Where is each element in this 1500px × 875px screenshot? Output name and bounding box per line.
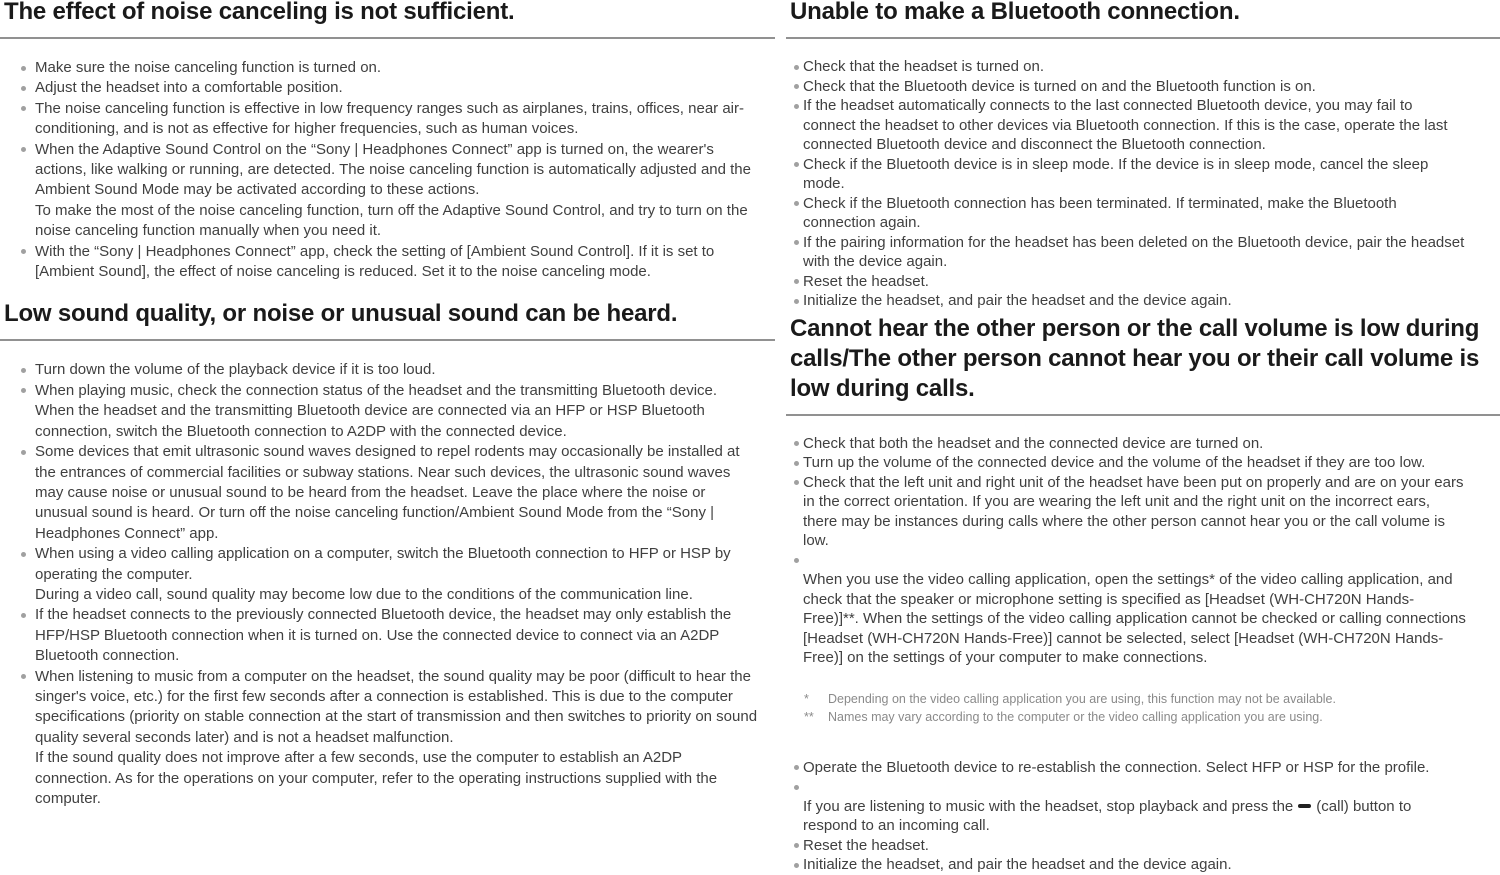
- section-title: Unable to make a Bluetooth connection.: [790, 0, 1240, 25]
- bullet-list: [786, 416, 1500, 875]
- list-item: If the headset automatically connects to the last connected Bluetooth device, you may fail to connect the headset to other devices via Bluetooth connection. If this is the case, operate the last connected Bluetooth device and disconnect the Bluetooth connection.: [803, 96, 1466, 155]
- footnote-marker: *: [804, 692, 809, 706]
- column-left: [0, 0, 775, 809]
- list-item: Check that both the headset and the connected device are turned on.: [803, 434, 1466, 454]
- list-item: Reset the headset.: [803, 836, 1466, 856]
- list-item: Initialize the headset, and pair the headset and the device again.: [803, 855, 1466, 875]
- list-item: Initialize the headset, and pair the headset and the device again.: [803, 291, 1466, 311]
- bullet-text: When you use the video calling application, open the settings* of the video calling application, and check that the speaker or microphone setting is specified as [Headset (WH-CH720N Hands-Free)]**. When the settings of the video calling application cannot be checked or calling connections [Headset (WH-CH720N Hands-Free)] cannot be selected, select [Headset (WH-CH720N Hands-Free)] on the settings of your computer to make connections.: [803, 571, 1466, 666]
- column-right: [786, 0, 1500, 875]
- list-item: Make sure the noise canceling function is turned on.: [35, 58, 760, 78]
- list-item: [803, 777, 1466, 836]
- list-item: [803, 551, 1466, 758]
- list-item: Some devices that emit ultrasonic sound waves designed to repel rodents may occasionally be installed at the entrances of commercial facilities or subway stations. Near such devices, the ultrasonic sound waves may cause noise or unusual sound to be heard from the headset. Leave the place where the noise or unusual sound is heard. Or turn off the noise canceling function/Ambient Sound Mode from the “Sony | Headphones Connect” app.: [35, 442, 760, 544]
- footnote: [803, 690, 1466, 708]
- list-item: Check that the left unit and right unit of the headset have been put on properly and are on your ears in the correct orientation. If you are wearing the left unit and the right unit on the incorrect ears, there may be instances during calls where the other person cannot hear you or the call volume is low.: [803, 473, 1466, 551]
- list-item: If the headset connects to the previously connected Bluetooth device, the headset may only establish the HFP/HSP Bluetooth connection when it is turned on. Use the connected device to connect via an A2DP Bluetooth connection.: [35, 605, 760, 666]
- footnote-marker: **: [804, 710, 814, 724]
- bullet-list: [0, 39, 775, 282]
- list-item: Check if the Bluetooth device is in sleep mode. If the device is in sleep mode, cancel the sleep mode.: [803, 155, 1466, 194]
- bullet-text: If you are listening to music with the headset, stop playback and press the: [803, 797, 1294, 815]
- list-item: When playing music, check the connection status of the headset and the transmitting Bluetooth device. When the headset and the transmitting Bluetooth device are connected via an HFP or HSP Bluetooth connection, switch the Bluetooth connection to A2DP with the connected device.: [35, 381, 760, 442]
- bullet-list: [0, 341, 775, 809]
- footnote: [803, 708, 1466, 726]
- footnote-text: Names may vary according to the computer or the video calling application you are using.: [828, 710, 1323, 724]
- bullet-text: (call) button to respond to an incoming call.: [803, 797, 1412, 834]
- list-item: If the pairing information for the headset has been deleted on the Bluetooth device, pair the headset with the device again.: [803, 233, 1465, 270]
- list-item: When listening to music from a computer on the headset, the sound quality may be poor (difficult to hear the singer's voice, etc.) for the first few seconds after a connection is established. This is due to the computer specifications (priority on stable connection at the start of transmission and then switches to priority on sound quality several seconds later) and is not a headset malfunction. If the sound quality does not improve after a few seconds, use the computer to establish an A2DP connection. As for the operations on your computer, refer to the operating instructions supplied with the computer.: [35, 667, 760, 810]
- section-call-volume: [786, 314, 1500, 875]
- list-item: Turn up the volume of the connected device and the volume of the headset if they are too low.: [803, 453, 1466, 473]
- list-item: When the Adaptive Sound Control on the “Sony | Headphones Connect” app is turned on, the wearer's actions, like walking or running, are detected. The noise canceling function is automatically adjusted and the Ambient Sound Mode may be activated according to these actions. To make the most of the noise canceling function, turn off the Adaptive Sound Control, and try to turn on the noise canceling function manually when you need it.: [35, 140, 760, 242]
- list-item: Check that the Bluetooth device is turned on and the Bluetooth function is on.: [803, 77, 1466, 97]
- list-item: The noise canceling function is effective in low frequency ranges such as airplanes, trains, offices, near air-conditioning, and is not as effective for higher frequencies, such as human voices.: [35, 99, 760, 140]
- list-item: With the “Sony | Headphones Connect” app, check the setting of [Ambient Sound Control]. If it is set to [Ambient Sound], the effect of noise canceling is reduced. Set it to the noise canceling mode.: [35, 242, 760, 283]
- list-item: Adjust the headset into a comfortable position.: [35, 78, 760, 98]
- bullet-list: [786, 39, 1500, 311]
- section-title: Low sound quality, or noise or unusual sound can be heard.: [4, 300, 678, 328]
- list-item: Turn down the volume of the playback device if it is too loud.: [35, 360, 760, 380]
- call-button-icon: [1298, 804, 1311, 808]
- list-item: When using a video calling application on a computer, switch the Bluetooth connection to HFP or HSP by operating the computer. During a video call, sound quality may become low due to the conditions of the communication line.: [35, 544, 760, 605]
- section-title: The effect of noise canceling is not sufficient.: [4, 0, 515, 25]
- footnotes: [803, 690, 1466, 726]
- section-title: Cannot hear the other person or the call volume is low during calls/The other person cannot hear you or their call volume is low during calls.: [790, 314, 1480, 402]
- section-bluetooth-connection: [786, 0, 1500, 311]
- list-item: Check if the Bluetooth connection has been terminated. If terminated, make the Bluetooth connection again.: [803, 194, 1466, 233]
- list-item: Check that the headset is turned on.: [803, 57, 1466, 77]
- list-item: Reset the headset.: [803, 272, 1466, 292]
- section-noise-canceling: [0, 0, 775, 282]
- footnote-text: Depending on the video calling application you are using, this function may not be available.: [828, 692, 1336, 706]
- section-low-sound-quality: [0, 299, 775, 809]
- list-item: Operate the Bluetooth device to re-establish the connection. Select HFP or HSP for the profile.: [803, 758, 1466, 778]
